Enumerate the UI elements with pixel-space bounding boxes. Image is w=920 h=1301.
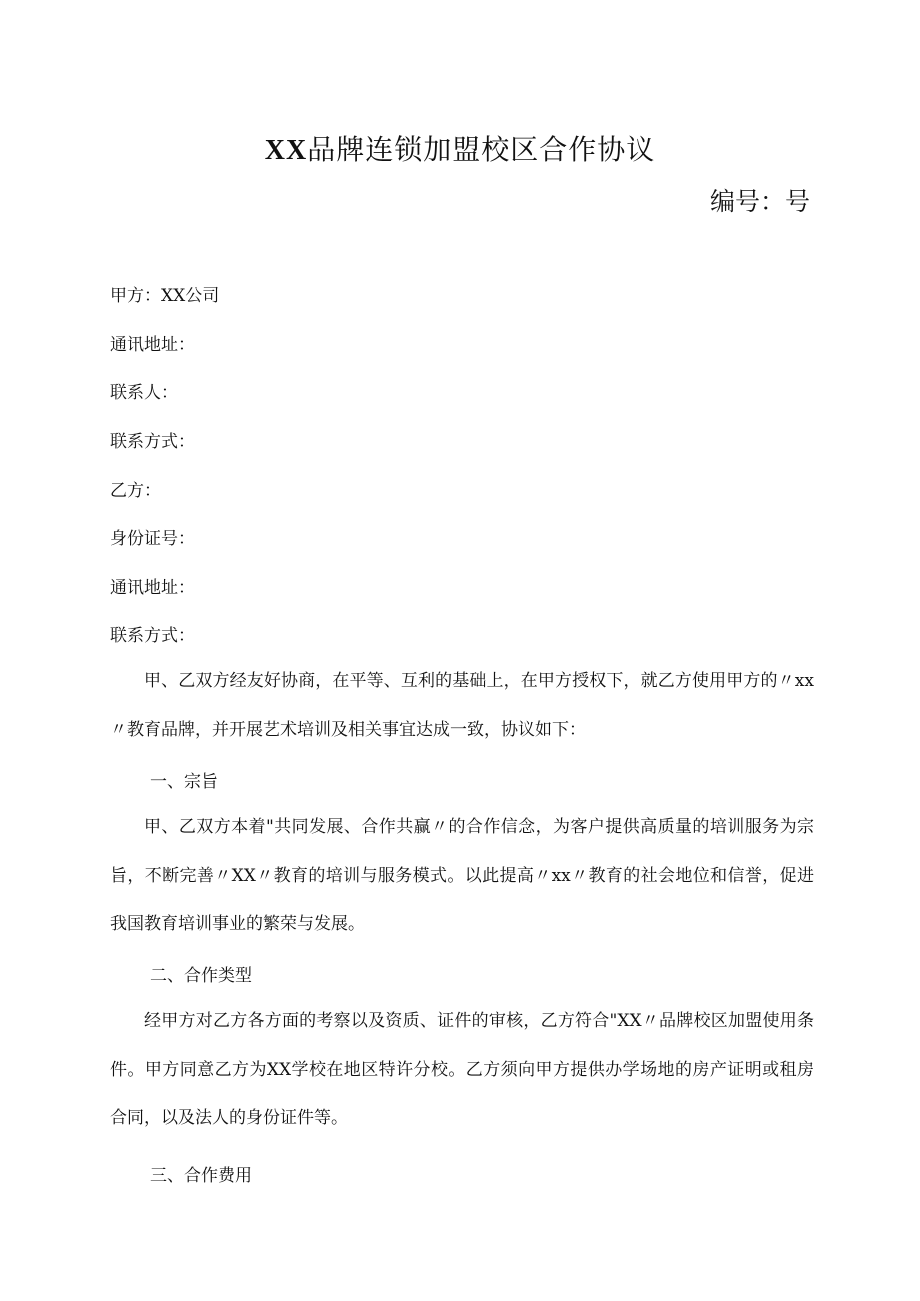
party-b-name: 乙方： [110,481,161,501]
party-a-address: 通讯地址： [110,335,195,355]
party-a-name: 甲方：XX公司 [110,286,220,306]
intro-paragraph: 甲、乙双方经友好协商，在平等、互利的基础上，在甲方授权下，就乙方使用甲方的〃xx〃教育品牌，并开展艺术培训及相关事宜达成一致，协议如下： [110,671,814,740]
party-b-contact-method: 联系方式： [110,626,195,646]
section-1-heading: 一、宗旨 [150,772,218,792]
document-title [0,128,920,168]
section-2-heading: 二、合作类型 [150,966,252,986]
party-a-contact-method: 联系方式： [110,432,195,452]
title-brand: XX [264,135,308,166]
party-b-id-number: 身份证号： [110,529,195,549]
title-text: 品牌连锁加盟校区合作协议 [307,133,656,166]
party-a-contact-person: 联系人： [110,383,178,403]
document-number: 编号：号 [709,187,810,216]
section-3-heading: 三、合作费用 [150,1166,252,1186]
section-1-paragraph: 甲、乙双方本着"共同发展、合作共赢〃的合作信念，为客户提供高质量的培训服务为宗旨，不断完善〃XX〃教育的培训与服务模式。以此提高〃xx〃教育的社会地位和信誉，促进我国教育培训事业的繁荣与发展。 [110,817,814,934]
section-2-paragraph: 经甲方对乙方各方面的考察以及资质、证件的审核，乙方符合"XX〃品牌校区加盟使用条件。甲方同意乙方为XX学校在地区特许分校。乙方须向甲方提供办学场地的房产证明或租房合同，以及法人的身份证件等。 [110,1011,814,1128]
party-b-address: 通讯地址： [110,578,195,598]
